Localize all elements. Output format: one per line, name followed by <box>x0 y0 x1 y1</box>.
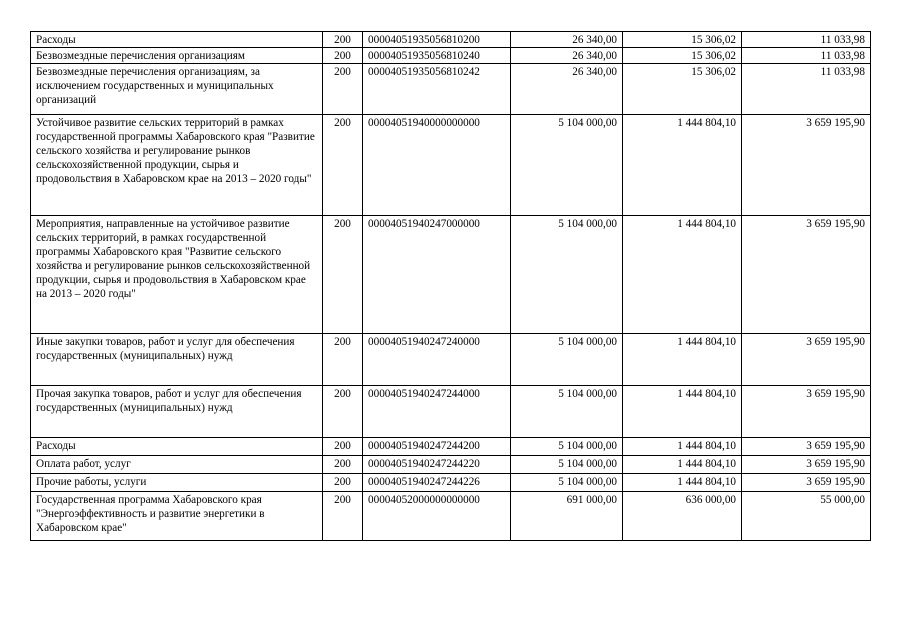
row-code-cell: 200 <box>323 32 363 48</box>
row-kbk-cell: 00004051940247240000 <box>363 334 511 386</box>
row-unexecuted-cell: 3 659 195,90 <box>742 115 871 216</box>
table-row <box>31 32 871 48</box>
row-approved-cell: 26 340,00 <box>511 64 623 115</box>
table-row <box>31 48 871 64</box>
row-kbk-cell: 00004051940247244000 <box>363 386 511 438</box>
row-code-cell: 200 <box>323 474 363 492</box>
row-approved-cell: 691 000,00 <box>511 492 623 541</box>
row-executed-cell: 15 306,02 <box>623 64 742 115</box>
row-approved-cell: 5 104 000,00 <box>511 456 623 474</box>
row-kbk-cell: 00004052000000000000 <box>363 492 511 541</box>
row-name-cell: Прочие работы, услуги <box>31 474 323 492</box>
row-code-cell: 200 <box>323 386 363 438</box>
row-executed-cell: 15 306,02 <box>623 48 742 64</box>
row-code-cell: 200 <box>323 115 363 216</box>
table-row <box>31 115 871 216</box>
row-unexecuted-cell: 3 659 195,90 <box>742 386 871 438</box>
row-approved-cell: 26 340,00 <box>511 48 623 64</box>
row-executed-cell: 1 444 804,10 <box>623 115 742 216</box>
row-name-cell: Прочая закупка товаров, работ и услуг для обеспечения государственных (муниципальных) нужд <box>31 386 323 438</box>
row-name-cell: Расходы <box>31 438 323 456</box>
row-executed-cell: 1 444 804,10 <box>623 386 742 438</box>
row-kbk-cell: 00004051935056810240 <box>363 48 511 64</box>
table-row <box>31 64 871 115</box>
row-approved-cell: 5 104 000,00 <box>511 115 623 216</box>
row-code-cell: 200 <box>323 48 363 64</box>
row-unexecuted-cell: 11 033,98 <box>742 48 871 64</box>
row-kbk-cell: 00004051940247244200 <box>363 438 511 456</box>
table-row <box>31 216 871 334</box>
row-name-cell: Безвозмездные перечисления организациям, за исключением государственных и муниципальных организаций <box>31 64 323 115</box>
row-name-cell: Оплата работ, услуг <box>31 456 323 474</box>
row-code-cell: 200 <box>323 216 363 334</box>
row-unexecuted-cell: 3 659 195,90 <box>742 334 871 386</box>
row-name-cell: Устойчивое развитие сельских территорий в рамках государственной программы Хабаровского края "Развитие сельского хозяйства и регулирование рынков сельскохозяйственной продукции, сырья и продовольствия в Хабаровском крае на 2013 – 2020 годы" <box>31 115 323 216</box>
row-code-cell: 200 <box>323 334 363 386</box>
row-approved-cell: 5 104 000,00 <box>511 334 623 386</box>
row-name-cell: Мероприятия, направленные на устойчивое развитие сельских территорий, в рамках государственной программы Хабаровского края "Развитие сельского хозяйства и регулирование рынков сельскохозяйственной продукции, сырья и продовольствия в Хабаровском крае на 2013 – 2020 годы" <box>31 216 323 334</box>
table-row <box>31 474 871 492</box>
row-executed-cell: 1 444 804,10 <box>623 474 742 492</box>
row-kbk-cell: 00004051940247244226 <box>363 474 511 492</box>
row-approved-cell: 26 340,00 <box>511 32 623 48</box>
row-executed-cell: 1 444 804,10 <box>623 334 742 386</box>
row-kbk-cell: 00004051940000000000 <box>363 115 511 216</box>
table-row <box>31 386 871 438</box>
row-approved-cell: 5 104 000,00 <box>511 386 623 438</box>
table-row <box>31 456 871 474</box>
row-executed-cell: 15 306,02 <box>623 32 742 48</box>
row-unexecuted-cell: 11 033,98 <box>742 64 871 115</box>
row-code-cell: 200 <box>323 492 363 541</box>
row-unexecuted-cell: 3 659 195,90 <box>742 438 871 456</box>
row-code-cell: 200 <box>323 438 363 456</box>
row-unexecuted-cell: 55 000,00 <box>742 492 871 541</box>
table-row <box>31 492 871 541</box>
row-name-cell: Государственная программа Хабаровского края "Энергоэффективность и развитие энергетики в Хабаровском крае" <box>31 492 323 541</box>
row-name-cell: Безвозмездные перечисления организациям <box>31 48 323 64</box>
row-unexecuted-cell: 11 033,98 <box>742 32 871 48</box>
row-name-cell: Расходы <box>31 32 323 48</box>
row-executed-cell: 1 444 804,10 <box>623 216 742 334</box>
row-unexecuted-cell: 3 659 195,90 <box>742 216 871 334</box>
table-row <box>31 334 871 386</box>
row-approved-cell: 5 104 000,00 <box>511 474 623 492</box>
row-kbk-cell: 00004051935056810242 <box>363 64 511 115</box>
row-unexecuted-cell: 3 659 195,90 <box>742 474 871 492</box>
row-executed-cell: 1 444 804,10 <box>623 438 742 456</box>
row-code-cell: 200 <box>323 456 363 474</box>
row-kbk-cell: 00004051940247244220 <box>363 456 511 474</box>
row-unexecuted-cell: 3 659 195,90 <box>742 456 871 474</box>
row-approved-cell: 5 104 000,00 <box>511 438 623 456</box>
row-executed-cell: 1 444 804,10 <box>623 456 742 474</box>
row-approved-cell: 5 104 000,00 <box>511 216 623 334</box>
row-executed-cell: 636 000,00 <box>623 492 742 541</box>
row-kbk-cell: 00004051940247000000 <box>363 216 511 334</box>
budget-execution-table <box>30 31 871 541</box>
row-code-cell: 200 <box>323 64 363 115</box>
row-name-cell: Иные закупки товаров, работ и услуг для обеспечения государственных (муниципальных) нужд <box>31 334 323 386</box>
row-kbk-cell: 00004051935056810200 <box>363 32 511 48</box>
table-row <box>31 438 871 456</box>
